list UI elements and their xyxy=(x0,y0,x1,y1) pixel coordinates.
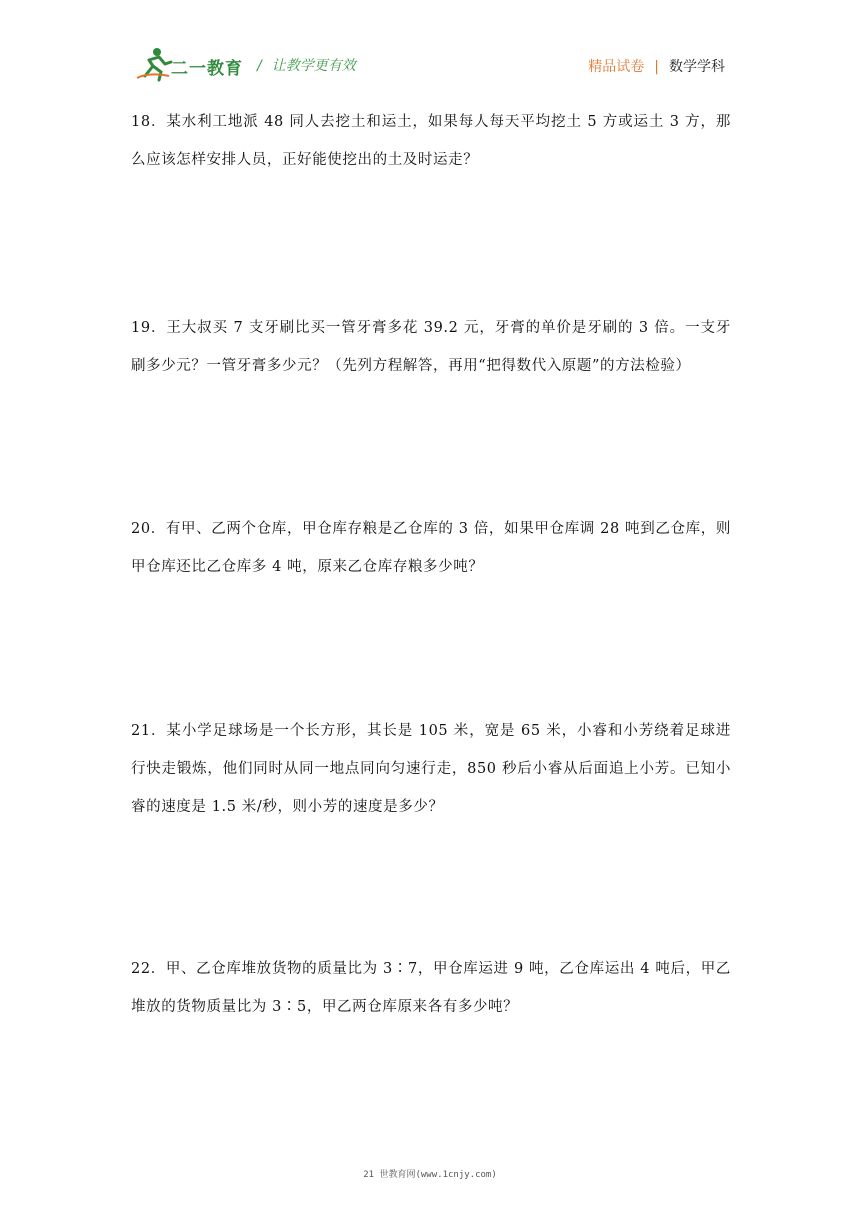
header-separator: | xyxy=(654,59,659,75)
logo xyxy=(135,46,255,82)
question-19: 19．王大叔买 7 支牙刷比买一管牙膏多花 39.2 元，牙膏的单价是牙刷的 3 倍。一支牙刷多少元？一管牙膏多少元？（先列方程解答，再用“把得数代入原题”的方法检验） xyxy=(131,320,731,374)
slogan-text: 让教学更有效 xyxy=(271,58,356,74)
page-footer: 21 世教育网(www.1cnjy.com) xyxy=(363,1170,497,1180)
header-right xyxy=(588,56,725,76)
page-header xyxy=(135,46,725,86)
runner-logo-icon xyxy=(135,46,175,82)
question-18: 18．某水利工地派 48 同人去挖土和运土，如果每人每天平均挖土 5 方或运土 3 方，那么应该怎样安排人员，正好能使挖出的土及时运走？ xyxy=(131,114,731,168)
subject-label: 数学学科 xyxy=(669,59,725,75)
logo-text: 二一教育 xyxy=(171,59,243,79)
question-21: 21．某小学足球场是一个长方形，其长是 105 米，宽是 65 米，小睿和小芳绕着足球进行快走锻炼，他们同时从同一地点同向匀速行走，850 秒后小睿从后面追上小芳。已知小睿的速度是 1.5 米/秒，则小芳的速度是多少？ xyxy=(131,723,731,815)
question-20: 20．有甲、乙两个仓库，甲仓库存粮是乙仓库的 3 倍，如果甲仓库调 28 吨到乙仓库，则甲仓库还比乙仓库多 4 吨，原来乙仓库存粮多少吨？ xyxy=(131,521,731,575)
slogan xyxy=(257,55,356,75)
question-22: 22．甲、乙仓库堆放货物的质量比为 3∶7，甲仓库运进 9 吨，乙仓库运出 4 吨后，甲乙堆放的货物质量比为 3∶5，甲乙两仓库原来各有多少吨？ xyxy=(131,961,731,1015)
slogan-slash: / xyxy=(257,58,262,74)
quality-label: 精品试卷 xyxy=(588,59,645,75)
